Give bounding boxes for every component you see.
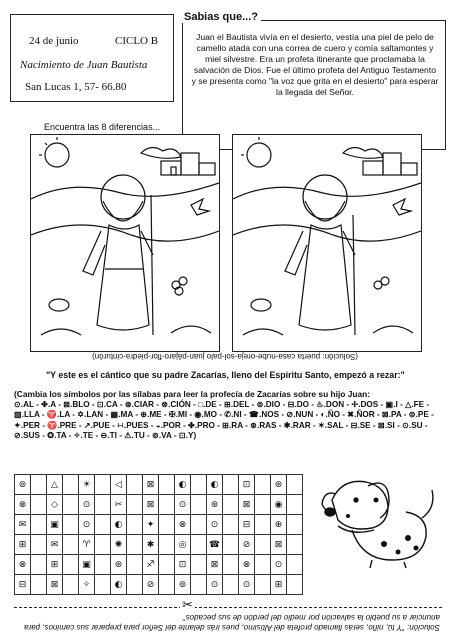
grid-answer-cell[interactable] xyxy=(287,495,303,515)
grid-symbol-cell: ⊡ xyxy=(239,475,255,495)
grid-symbol-cell: ◁ xyxy=(111,475,127,495)
grid-symbol-cell: ◐ xyxy=(111,575,127,595)
answer-solution: Solución: "Y tú, niño, serás llamado profeta del Altísimo, pues irás delante del Señor para preparar sus caminos, para anunciar a su pueblo la salvación por medio del perdón de sus pecados" xyxy=(24,613,440,632)
grid-answer-cell[interactable] xyxy=(63,515,79,535)
grid-symbol-cell: ◐ xyxy=(207,475,223,495)
grid-row xyxy=(15,515,303,535)
grid-answer-cell[interactable] xyxy=(63,475,79,495)
grid-answer-cell[interactable] xyxy=(159,475,175,495)
grid-symbol-cell: ⊞ xyxy=(271,575,287,595)
grid-answer-cell[interactable] xyxy=(287,475,303,495)
grid-symbol-cell: ✧ xyxy=(79,575,95,595)
grid-answer-cell[interactable] xyxy=(159,535,175,555)
grid-symbol-cell: ▣ xyxy=(47,515,63,535)
grid-symbol-cell: ✉ xyxy=(47,535,63,555)
grid-answer-cell[interactable] xyxy=(127,515,143,535)
grid-symbol-cell: ✦ xyxy=(143,515,159,535)
grid-answer-cell[interactable] xyxy=(159,515,175,535)
grid-symbol-cell: ⊘ xyxy=(143,575,159,595)
grid-answer-cell[interactable] xyxy=(191,535,207,555)
grid-symbol-cell: ☀ xyxy=(79,475,95,495)
grid-symbol-cell: ⊗ xyxy=(15,495,31,515)
grid-answer-cell[interactable] xyxy=(127,535,143,555)
header-box xyxy=(10,14,174,102)
grid-answer-cell[interactable] xyxy=(159,575,175,595)
grid-symbol-cell: ⊙ xyxy=(239,575,255,595)
grid-answer-cell[interactable] xyxy=(159,495,175,515)
canticle-instruction: (Cambia los símbolos por las sílabas para leer la profecía de Zacarías sobre su hijo Juan: xyxy=(14,389,371,399)
grid-answer-cell[interactable] xyxy=(31,555,47,575)
grid-answer-cell[interactable] xyxy=(287,535,303,555)
grid-symbol-cell: ⊘ xyxy=(239,535,255,555)
grid-symbol-cell: ⊠ xyxy=(143,475,159,495)
grid-symbol-cell: ⊗ xyxy=(239,555,255,575)
grid-answer-cell[interactable] xyxy=(95,535,111,555)
grid-symbol-cell: ⊗ xyxy=(175,515,191,535)
grid-symbol-cell: ⊙ xyxy=(207,575,223,595)
grid-symbol-cell: △ xyxy=(47,475,63,495)
grid-symbol-cell: ⊚ xyxy=(175,575,191,595)
grid-symbol-cell: ⊙ xyxy=(271,555,287,575)
grid-answer-cell[interactable] xyxy=(31,475,47,495)
grid-answer-cell[interactable] xyxy=(127,475,143,495)
sabias-box xyxy=(182,11,446,150)
grid-symbol-cell: ✂ xyxy=(111,495,127,515)
grid-answer-cell[interactable] xyxy=(191,555,207,575)
grid-symbol-cell: ⊟ xyxy=(15,575,31,595)
grid-answer-cell[interactable] xyxy=(191,575,207,595)
grid-answer-cell[interactable] xyxy=(63,575,79,595)
grid-answer-cell[interactable] xyxy=(191,495,207,515)
grid-answer-cell[interactable] xyxy=(191,475,207,495)
grid-answer-cell[interactable] xyxy=(223,555,239,575)
grid-symbol-cell: ⊠ xyxy=(143,495,159,515)
grid-answer-cell[interactable] xyxy=(223,515,239,535)
dog-illustration xyxy=(312,460,442,570)
grid-symbol-cell: ⊛ xyxy=(271,475,287,495)
grid-symbol-cell: ▣ xyxy=(79,555,95,575)
grid-answer-cell[interactable] xyxy=(95,475,111,495)
grid-answer-cell[interactable] xyxy=(191,515,207,535)
grid-answer-cell[interactable] xyxy=(63,555,79,575)
symbol-key: ⊙.AL - ✤.A - ⊠.BLO - ⊡.CA - ⊛.CIAR - ⊗.CIÓN - □.DE - ⊞.DEL - ⊚.DIO - ⊟.DO - ♨.DON - ✢.DOS - ▣.I - △.FE - ▧.LLA - ♈.LA - ✡.LAN - ▦.MA - ⊕.ME - ✠.MI - ◉.MO - ✆.NI - ☎.NOS - ⊘.NUN - ◐.ÑO - ✖.ÑOR - ⊠.PA - ⊜.PE - ✦.PER - ♈.PRE - ↗.PUE - ∺.PUES - ◒.POR - ✤.PRO - ⊞.RA - ⊛.RAS - ✱.RAR - ✶.SAL - ⊟.SE - ⊠.SI - ⊙.SU - ⊘.SUS - ✪.TA - ✧.TE - ⊖.TI - ⚠.TU - ⊚.VA - ⊡.Y) xyxy=(14,400,434,440)
grid-symbol-cell: ⊠ xyxy=(271,535,287,555)
grid-symbol-cell: ⊞ xyxy=(15,535,31,555)
grid-answer-cell[interactable] xyxy=(255,555,271,575)
grid-answer-cell[interactable] xyxy=(255,575,271,595)
grid-answer-cell[interactable] xyxy=(95,555,111,575)
grid-symbol-cell: ⊙ xyxy=(175,495,191,515)
grid-symbol-cell: ⊙ xyxy=(79,515,95,535)
grid-symbol-cell: ✱ xyxy=(143,535,159,555)
differences-solution: (Solución: puerta casa-nube-oreja-sol-palo juan-pájaro-flor-piedra-cinturón) xyxy=(92,352,358,361)
grid-symbol-cell: ⊞ xyxy=(47,555,63,575)
grid-row xyxy=(15,475,303,495)
grid-symbol-cell: ♈ xyxy=(79,535,95,555)
cycle: CICLO B xyxy=(115,35,159,47)
grid-symbol-cell: ✉ xyxy=(15,515,31,535)
grid-answer-cell[interactable] xyxy=(31,535,47,555)
grid-answer-cell[interactable] xyxy=(255,535,271,555)
sabias-title: Sabias que...? xyxy=(181,11,261,23)
grid-answer-cell[interactable] xyxy=(287,515,303,535)
grid-answer-cell[interactable] xyxy=(287,575,303,595)
grid-answer-cell[interactable] xyxy=(95,515,111,535)
grid-symbol-cell: ⊚ xyxy=(15,475,31,495)
reading: San Lucas 1, 57- 66.80 xyxy=(25,81,127,93)
feast-title: Nacimiento de Juan Bautista xyxy=(20,59,148,71)
date: 24 de junio xyxy=(29,35,79,47)
grid-answer-cell[interactable] xyxy=(159,555,175,575)
grid-row xyxy=(15,575,303,595)
grid-answer-cell[interactable] xyxy=(31,495,47,515)
grid-symbol-cell: ◐ xyxy=(175,475,191,495)
grid-symbol-cell: ⊗ xyxy=(15,555,31,575)
grid-symbol-cell: ☎ xyxy=(207,535,223,555)
grid-symbol-cell: ⊛ xyxy=(111,555,127,575)
grid-symbol-cell: ✺ xyxy=(111,535,127,555)
grid-symbol-cell: ⊠ xyxy=(207,555,223,575)
grid-answer-cell[interactable] xyxy=(63,535,79,555)
grid-symbol-cell: ⊟ xyxy=(239,515,255,535)
grid-symbol-cell: ◉ xyxy=(271,495,287,515)
grid-symbol-cell: ⊛ xyxy=(207,495,223,515)
grid-answer-cell[interactable] xyxy=(223,535,239,555)
grid-row xyxy=(15,555,303,575)
grid-symbol-cell: ⊡ xyxy=(175,555,191,575)
john-baptist-illustration xyxy=(233,135,421,351)
grid-symbol-cell: ◎ xyxy=(175,535,191,555)
grid-symbol-cell: ⊙ xyxy=(79,495,95,515)
john-baptist-illustration xyxy=(31,135,219,351)
picture-right xyxy=(232,134,422,352)
grid-answer-cell[interactable] xyxy=(31,515,47,535)
grid-answer-cell[interactable] xyxy=(255,495,271,515)
differences-instruction: Encuentra las 8 diferencias... xyxy=(44,122,161,132)
grid-symbol-cell: ⊙ xyxy=(207,515,223,535)
grid-answer-cell[interactable] xyxy=(95,575,111,595)
sabias-text: Juan el Bautista vivía en el desierto, vestía una piel de pelo de camello atada con una correa de cuero y comía saltamontes y miel silvestre. Era un profeta itinerante que proclamaba la salvación de Dios. Fue el último profeta del Antiguo Testamento y se presenta como "la voz que grita en el desierto" para esperar la llegada del Señor. xyxy=(191,32,439,97)
grid-symbol-cell: ⊠ xyxy=(239,495,255,515)
canticle-quote: "Y este es el cántico que su padre Zacarías, lleno del Espíritu Santo, empezó a rezar:" xyxy=(46,370,405,380)
grid-answer-cell[interactable] xyxy=(31,575,47,595)
grid-answer-cell[interactable] xyxy=(63,495,79,515)
grid-answer-cell[interactable] xyxy=(95,495,111,515)
grid-symbol-cell: ♐ xyxy=(143,555,159,575)
grid-row xyxy=(15,535,303,555)
cut-line xyxy=(14,607,442,608)
grid-row xyxy=(15,495,303,515)
grid-answer-cell[interactable] xyxy=(127,495,143,515)
grid-symbol-cell: ⊕ xyxy=(271,515,287,535)
picture-left xyxy=(30,134,220,352)
grid-answer-cell[interactable] xyxy=(255,515,271,535)
grid-answer-cell[interactable] xyxy=(223,575,239,595)
grid-answer-cell[interactable] xyxy=(287,555,303,575)
grid-answer-cell[interactable] xyxy=(127,555,143,575)
grid-answer-cell[interactable] xyxy=(223,495,239,515)
grid-symbol-cell: ◇ xyxy=(47,495,63,515)
grid-answer-cell[interactable] xyxy=(223,475,239,495)
grid-symbol-cell: ⊠ xyxy=(47,575,63,595)
scissors-icon: ✂ xyxy=(182,598,193,613)
symbol-grid xyxy=(14,474,303,595)
grid-answer-cell[interactable] xyxy=(127,575,143,595)
grid-answer-cell[interactable] xyxy=(255,475,271,495)
grid-symbol-cell: ◐ xyxy=(111,515,127,535)
